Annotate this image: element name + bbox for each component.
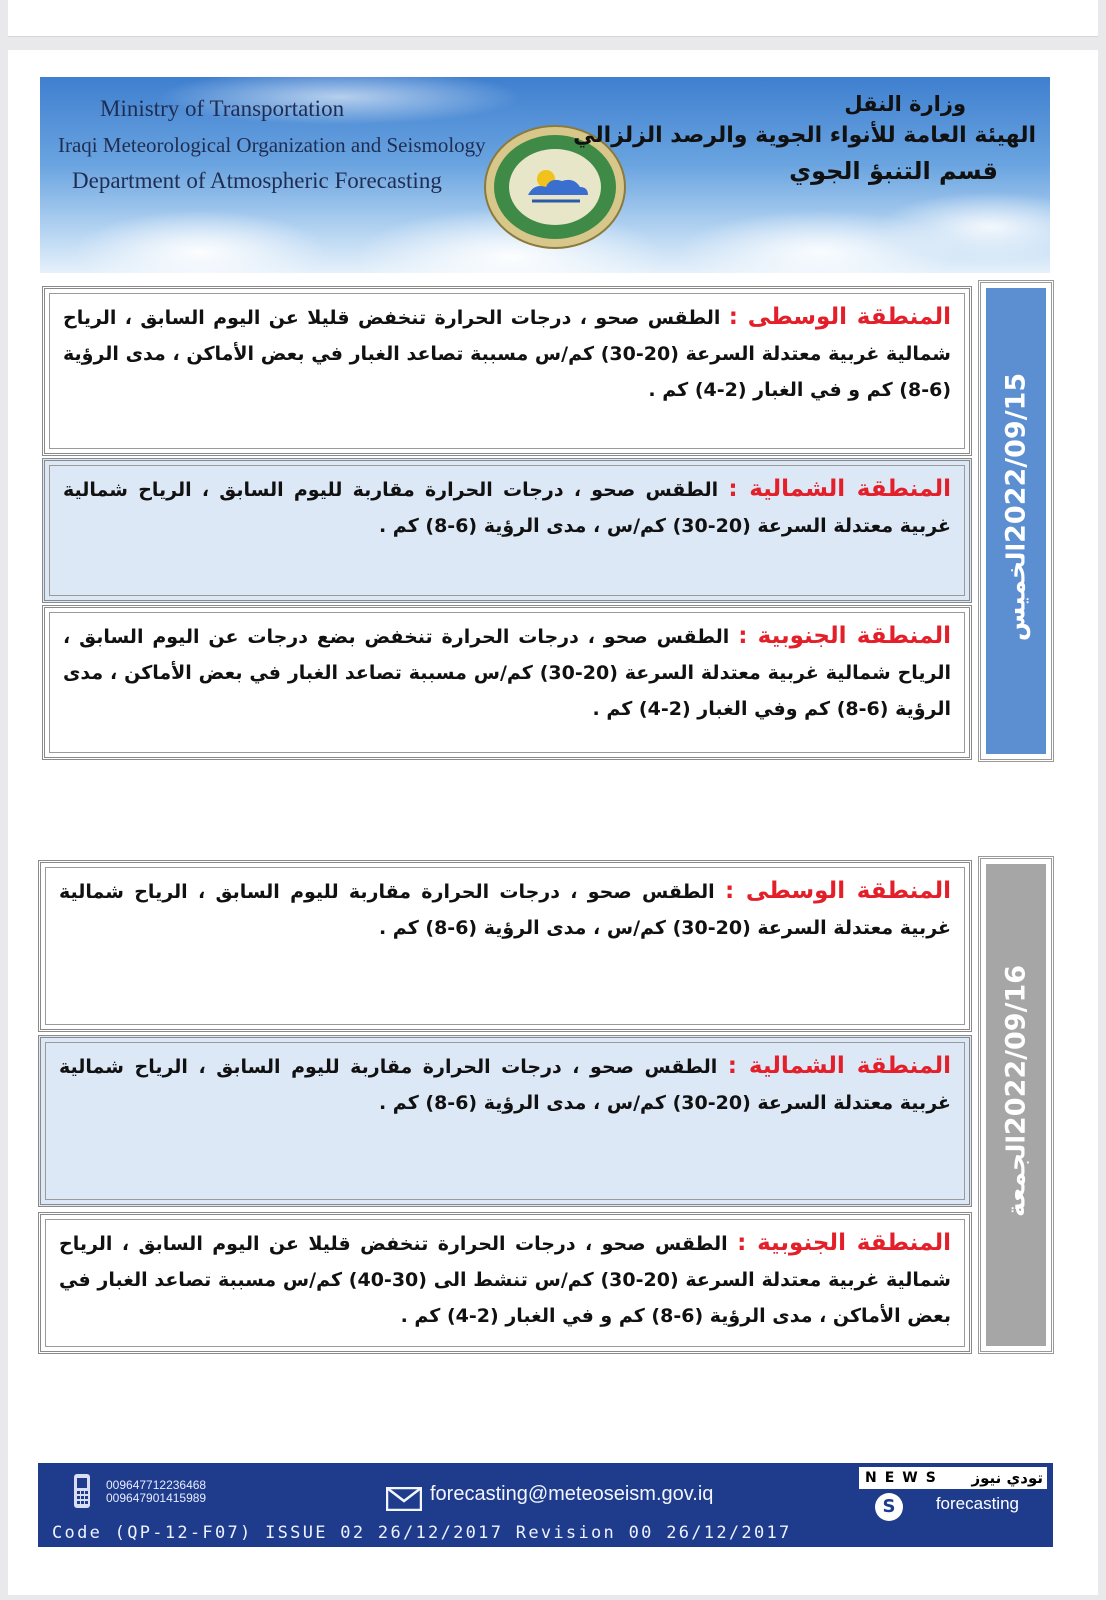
ministry-ar: وزارة النقل bbox=[844, 92, 966, 116]
region-name: المنطقة الوسطى : bbox=[724, 878, 951, 904]
day2-date-sidebar bbox=[978, 856, 1054, 1354]
header-english bbox=[58, 91, 486, 199]
day2-date-label bbox=[1001, 965, 1032, 1245]
previous-page-edge bbox=[8, 0, 1098, 37]
region-name: المنطقة الجنوبية : bbox=[738, 623, 952, 649]
document-code: Code (QP-12-F07) ISSUE 02 26/12/2017 Revision 00 26/12/2017 bbox=[52, 1523, 792, 1543]
organization-en: Iraqi Meteorological Organization and Seismology bbox=[58, 133, 486, 157]
phone-number: 009647712236468 bbox=[106, 1478, 207, 1492]
forecast-text: الطقس صحو ، درجات الحرارة مقاربة لليوم السابق ، الرياح شمالية غربية معتدلة السرعة (20-30) كم/س ، مدى الرؤية (6-8) كم . bbox=[63, 479, 951, 537]
header-arabic bbox=[573, 89, 1036, 189]
forecast-text: الطقس صحو ، درجات الحرارة مقاربة لليوم السابق ، الرياح شمالية غربية معتدلة السرعة (20-30) كم/س ، مدى الرؤية (6-8) كم . bbox=[59, 881, 951, 939]
day1-date-sidebar bbox=[978, 280, 1054, 762]
day1-south-box bbox=[42, 605, 972, 760]
forecast-text: الطقس صحو ، درجات الحرارة مقاربة لليوم السابق ، الرياح شمالية غربية معتدلة السرعة (20-30) كم/س ، مدى الرؤية (6-8) كم . bbox=[59, 1056, 951, 1114]
phone-number: 009647901415989 bbox=[106, 1491, 207, 1505]
ministry-en: Ministry of Transportation bbox=[100, 96, 345, 121]
region-name: المنطقة الشمالية : bbox=[727, 1053, 951, 1079]
day2-south-box bbox=[38, 1212, 972, 1354]
day2-north-box bbox=[38, 1035, 972, 1207]
news-watermark bbox=[859, 1467, 1047, 1489]
day1-central-box bbox=[42, 286, 972, 456]
region-name: المنطقة الوسطى : bbox=[728, 304, 951, 330]
region-name: المنطقة الشمالية : bbox=[728, 476, 952, 502]
forecast-text: الطقس صحو ، درجات الحرارة تنخفض قليلا عن اليوم السابق ، الرياح شمالية غربية معتدلة السرعة (20-30) كم/س تنشط الى (30-40) كم/س مسببة تصاعد الغبار في بعض الأماكن ، مدى الرؤية (6-8) كم و في الغبار (2-4) كم . bbox=[59, 1233, 951, 1327]
day-name: الخميس bbox=[1001, 542, 1031, 642]
forecast-text: الطقس صحو ، درجات الحرارة تنخفض بضع درجات عن اليوم السابق ، الرياح شمالية غربية معتدلة السرعة (20-30) كم/س مسببة تصاعد الغبار في بعض الأماكن ، مدى الرؤية (6-8) كم وفي الغبار (2-4) كم . bbox=[63, 626, 951, 720]
day-name: الجمعة bbox=[1001, 1135, 1031, 1218]
day2-central-forecast bbox=[59, 873, 951, 946]
phone-numbers bbox=[106, 1479, 206, 1505]
email-address[interactable]: forecasting@meteoseism.gov.iq bbox=[430, 1483, 714, 1505]
day2-south-forecast bbox=[59, 1225, 951, 1334]
day1-central-forecast bbox=[63, 299, 951, 408]
watermark-en: NEWS bbox=[865, 1470, 944, 1486]
department-ar: قسم التنبؤ الجوي bbox=[789, 157, 998, 185]
date-text: 2022/09/16 bbox=[1000, 964, 1032, 1135]
region-name: المنطقة الجنوبية : bbox=[737, 1230, 951, 1256]
forecast-text: الطقس صحو ، درجات الحرارة تنخفض قليلا عن اليوم السابق ، الرياح شمالية غربية معتدلة السرعة (20-30) كم/س مسببة تصاعد الغبار في بعض الأماكن ، مدى الرؤية (6-8) كم و في الغبار (2-4) كم . bbox=[63, 307, 951, 401]
day1-date-label bbox=[1001, 373, 1032, 669]
forecast-document bbox=[8, 50, 1098, 1595]
mail-icon bbox=[386, 1487, 422, 1511]
day1-south-forecast bbox=[63, 618, 951, 727]
phone-icon bbox=[72, 1473, 92, 1509]
skype-icon: S bbox=[875, 1493, 903, 1521]
organization-ar: الهيئة العامة للأنواء الجوية والرصد الزلزالي bbox=[573, 123, 1036, 148]
department-en: Department of Atmospheric Forecasting bbox=[72, 168, 442, 193]
date-text: 2022/09/15 bbox=[1000, 372, 1032, 543]
day1-north-forecast bbox=[63, 471, 951, 544]
watermark-ar: تودي نيوز bbox=[971, 1469, 1043, 1487]
day2-central-box bbox=[38, 860, 972, 1032]
day2-north-forecast bbox=[59, 1048, 951, 1121]
day1-north-box bbox=[42, 458, 972, 603]
contact-footer bbox=[38, 1463, 1053, 1547]
skype-id: forecasting bbox=[935, 1494, 1019, 1513]
header-banner bbox=[40, 77, 1050, 273]
